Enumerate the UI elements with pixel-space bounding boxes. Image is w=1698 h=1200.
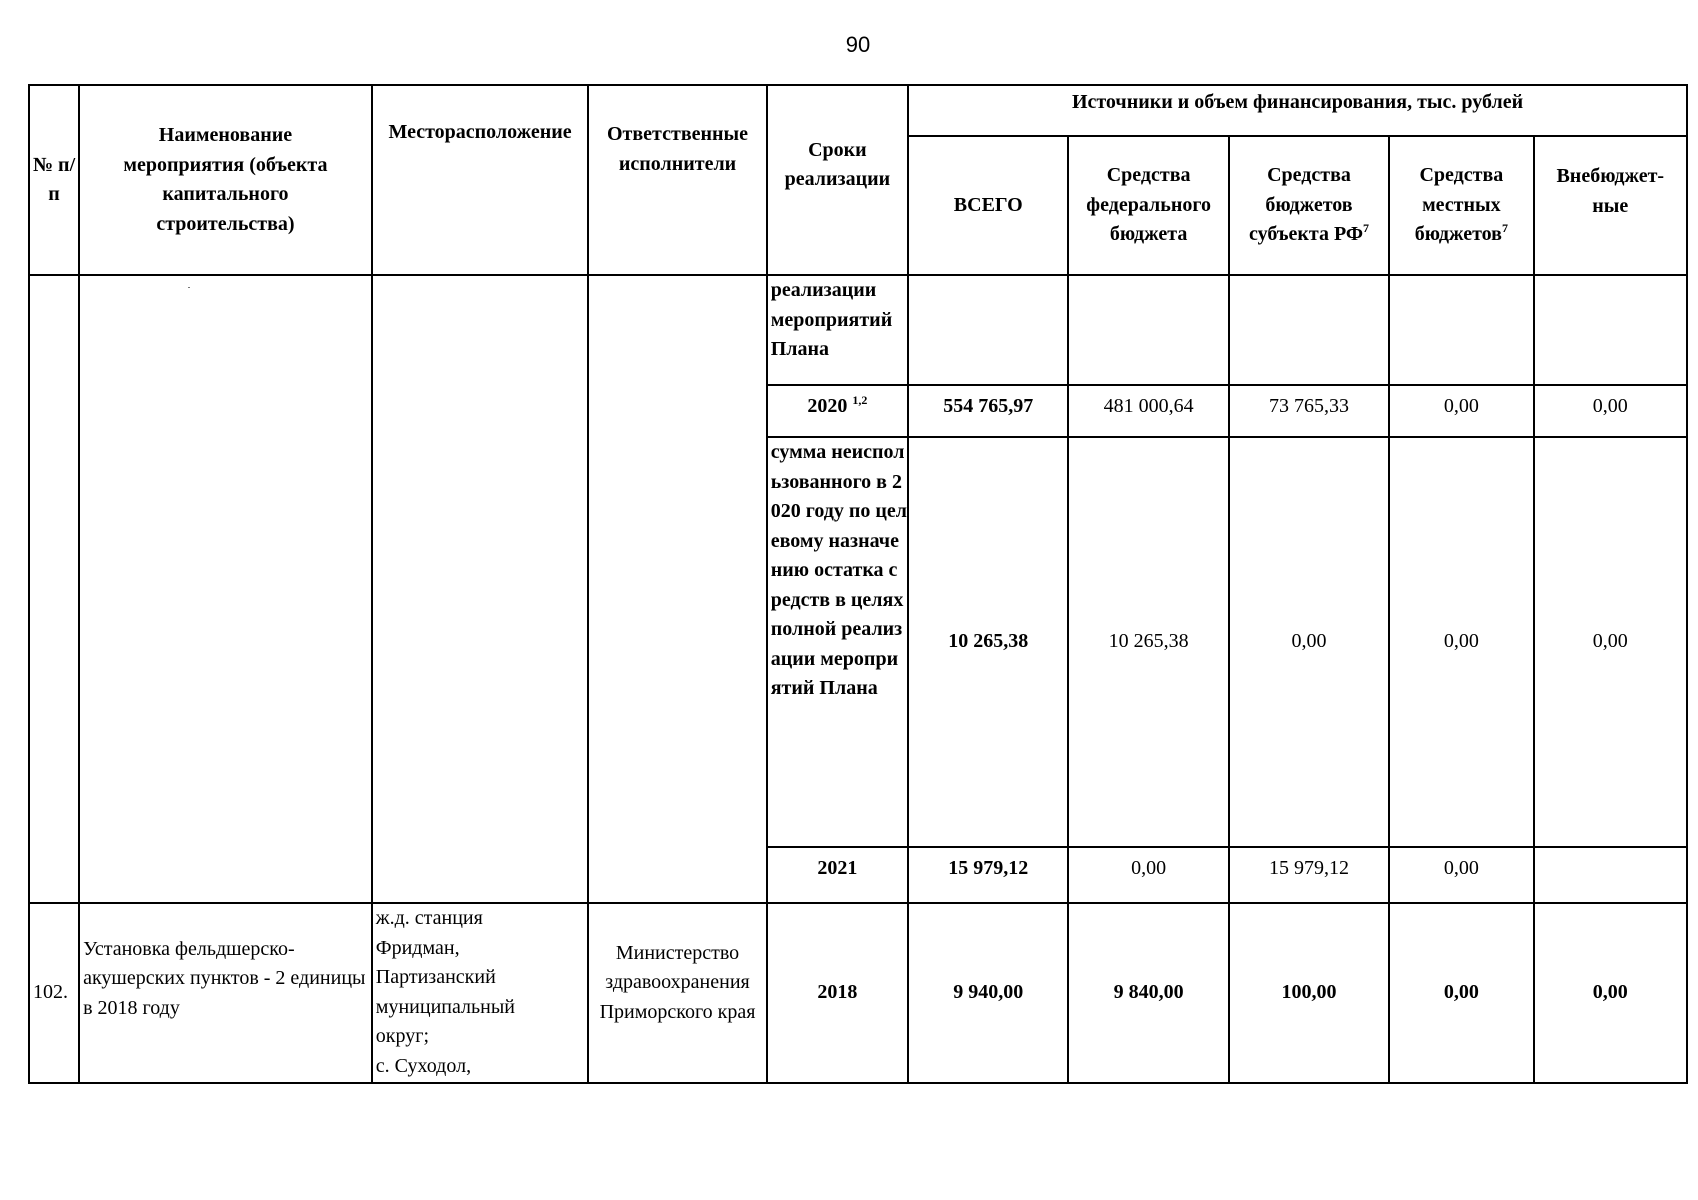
item-name: Установка фельдшерско-акушерских пунктов - 2 единицы в 2018 году bbox=[79, 903, 372, 1083]
item-responsible: Министерство здравоохранения Приморского края bbox=[588, 903, 766, 1083]
extra-cell: 0,00 bbox=[1534, 437, 1687, 847]
header-num: № п/п bbox=[29, 85, 79, 275]
federal-cell: 10 265,38 bbox=[1068, 437, 1228, 847]
item-location: ж.д. станция Фридман, Партизанский муниципальный округ; с. Суходол, bbox=[372, 903, 589, 1083]
total-cell bbox=[908, 275, 1068, 385]
total-cell: 9 940,00 bbox=[908, 903, 1068, 1083]
term-cell: 2018 bbox=[767, 903, 908, 1083]
subject-cell: 100,00 bbox=[1229, 903, 1389, 1083]
header-terms: Сроки реализации bbox=[767, 85, 908, 275]
term-cell: 2021 bbox=[767, 847, 908, 903]
local-cell: 0,00 bbox=[1389, 385, 1533, 437]
header-name: Наименование мероприятия (объекта капитального строительства) bbox=[79, 85, 372, 275]
cell-responsible-empty bbox=[588, 275, 766, 903]
federal-cell: 481 000,64 bbox=[1068, 385, 1228, 437]
extra-cell: 0,00 bbox=[1534, 903, 1687, 1083]
header-local: Средства местных бюджетов$^7$ bbox=[1389, 136, 1533, 275]
federal-cell bbox=[1068, 275, 1228, 385]
page-number: 90 bbox=[845, 32, 871, 57]
subject-cell: 73 765,33 bbox=[1229, 385, 1389, 437]
row-number: 102. bbox=[29, 903, 79, 1083]
local-cell: 0,00 bbox=[1389, 437, 1533, 847]
extra-cell: 0,00 bbox=[1534, 385, 1687, 437]
federal-cell: 0,00 bbox=[1068, 847, 1228, 903]
scan-speck bbox=[188, 287, 190, 288]
term-cell: 2020 $^{1,2}$ bbox=[767, 385, 908, 437]
subject-cell bbox=[1229, 275, 1389, 385]
total-cell: 15 979,12 bbox=[908, 847, 1068, 903]
local-cell: 0,00 bbox=[1389, 847, 1533, 903]
header-financing: Источники и объем финансирования, тыс. рублей bbox=[908, 85, 1687, 136]
total-cell: 554 765,97 bbox=[908, 385, 1068, 437]
financing-table bbox=[28, 84, 1688, 1084]
header-location: Месторасположение bbox=[372, 85, 589, 275]
federal-cell: 9 840,00 bbox=[1068, 903, 1228, 1083]
subject-cell: 0,00 bbox=[1229, 437, 1389, 847]
header-extra: Внебюджет-ные bbox=[1534, 136, 1687, 275]
subject-cell: 15 979,12 bbox=[1229, 847, 1389, 903]
cell-name-empty bbox=[79, 275, 372, 903]
extra-cell bbox=[1534, 275, 1687, 385]
extra-cell bbox=[1534, 847, 1687, 903]
local-cell: 0,00 bbox=[1389, 903, 1533, 1083]
header-subject: Средства бюджетов субъекта $РФ^7$ bbox=[1229, 136, 1389, 275]
header-responsible: Ответственные исполнители bbox=[588, 85, 766, 275]
term-cell: сумма неиспользованного в 2020 году по целевому назначению остатка средств в целях полной реализации мероприятий Плана bbox=[767, 437, 908, 847]
header-federal: Средства федерального бюджета bbox=[1068, 136, 1228, 275]
cell-num-empty bbox=[29, 275, 79, 903]
total-cell: 10 265,38 bbox=[908, 437, 1068, 847]
header-total: ВСЕГО bbox=[908, 136, 1068, 275]
local-cell bbox=[1389, 275, 1533, 385]
cell-location-empty bbox=[372, 275, 589, 903]
term-cell: реализации мероприятий Плана bbox=[767, 275, 908, 385]
